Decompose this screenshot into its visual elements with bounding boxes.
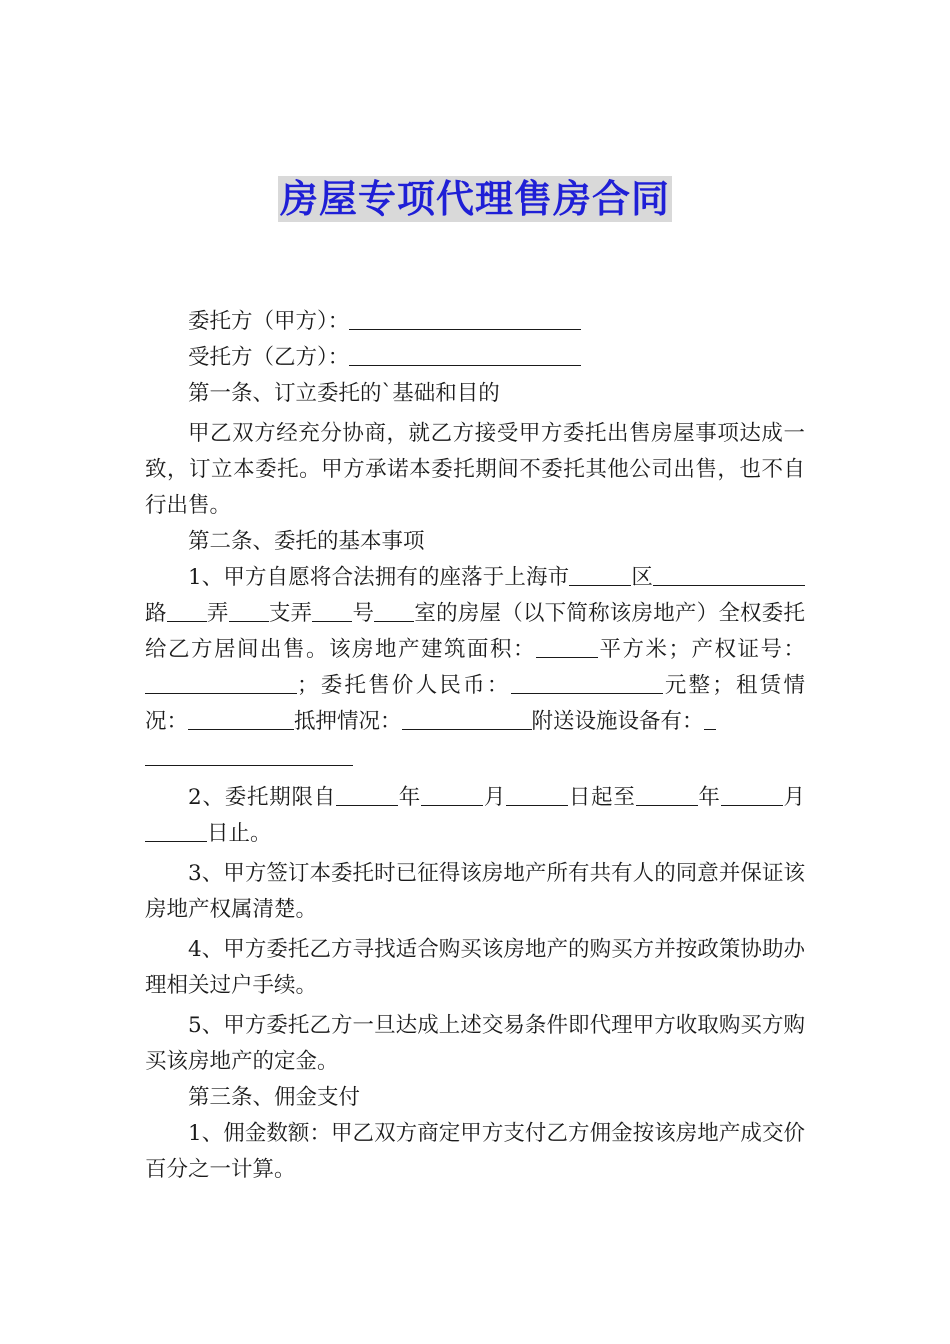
price-blank (511, 669, 663, 694)
start-month-blank (421, 781, 483, 806)
equipment-blank-2 (145, 741, 353, 766)
item1-text-k: 抵押情况： (294, 709, 402, 734)
article-2-item-4: 4、甲方委托乙方寻找适合购买该房地产的购买方并按政策协助办理相关过户手续。 (145, 937, 805, 998)
item2-text-d: 日起至 (568, 785, 636, 810)
title-container (0, 176, 950, 222)
item2-text-g: 日止。 (207, 821, 272, 846)
party-b-label: 受托方（乙方）： (188, 345, 350, 370)
sublane-blank (229, 597, 269, 622)
certificate-blank (145, 669, 297, 694)
equipment-line (145, 740, 805, 776)
article-3-heading: 第三条、佣金支付 (188, 1085, 361, 1110)
item1-text-h: 平方米；产权证号： (597, 637, 805, 662)
number-blank (312, 597, 352, 622)
end-month-blank-1 (721, 781, 783, 806)
item1-text-c: 路 (145, 601, 167, 626)
lease-blank (188, 705, 294, 730)
mortgage-blank (402, 705, 532, 730)
item1-text-f: 号 (352, 601, 375, 626)
item1-text-l: 附送设施设备有： (531, 709, 704, 734)
party-a-label: 委托方（甲方）： (188, 309, 350, 334)
item1-text-a: 1、甲方自愿将合法拥有的座落于上海市 (188, 565, 570, 590)
road-blank-1 (653, 561, 783, 586)
article-1-text: 甲乙双方经充分协商，就乙方接受甲方委托出售房屋事项达成一致，订立本委托。甲方承诺本委托期间不委托其他公司出售，也不自行出售。 (145, 421, 805, 518)
party-b-line (145, 340, 805, 376)
road-blank-2 (783, 561, 805, 586)
party-b-blank (349, 341, 581, 366)
item1-text-e: 支弄 (268, 601, 313, 626)
document-body (145, 304, 805, 1188)
start-year-blank (336, 781, 398, 806)
article-2-item-2 (145, 780, 805, 852)
item2-text-e: 年 (697, 785, 721, 810)
district-blank (569, 561, 631, 586)
article-2-item-1 (145, 560, 805, 776)
item1-text-i: ；委托售价人民币： (297, 673, 511, 698)
party-a-blank (349, 305, 581, 330)
article-2-item-5: 5、甲方委托乙方一旦达成上述交易条件即代理甲方收取购买方购买该房地产的定金。 (145, 1013, 805, 1074)
end-year-blank (636, 781, 698, 806)
article-2-heading: 第二条、委托的基本事项 (188, 529, 425, 554)
article-2-item-3: 3、甲方签订本委托时已征得该房地产所有共有人的同意并保证该房地产权属清楚。 (145, 861, 805, 922)
article-3-item-1: 1、佣金数额：甲乙双方商定甲方支付乙方佣金按该房地产成交价百分之一计算。 (145, 1121, 805, 1182)
lane-blank (167, 597, 207, 622)
room-blank (374, 597, 414, 622)
equipment-blank-1 (704, 705, 716, 730)
item2-text-a: 2、委托期限自 (188, 785, 337, 810)
area-blank (536, 633, 598, 658)
item1-text-b: 区 (631, 565, 653, 590)
item2-text-b: 年 (398, 785, 422, 810)
article-1-heading: 第一条、订立委托的`基础和目的 (188, 381, 500, 406)
item1-text-g: 室的房屋（以下简称该房地产）全权委托给乙方居间出售。该房地产建筑面积： (145, 601, 805, 662)
document-title: 房屋专项代理售房合同 (279, 177, 670, 221)
end-day-blank (145, 817, 207, 842)
party-a-line (145, 304, 805, 340)
item1-text-d: 弄 (206, 601, 229, 626)
item2-text-f: 月 (782, 785, 805, 810)
start-day-blank (506, 781, 568, 806)
item2-text-c: 月 (483, 785, 507, 810)
item1-text-j: 元整；租赁情况： (145, 673, 805, 734)
